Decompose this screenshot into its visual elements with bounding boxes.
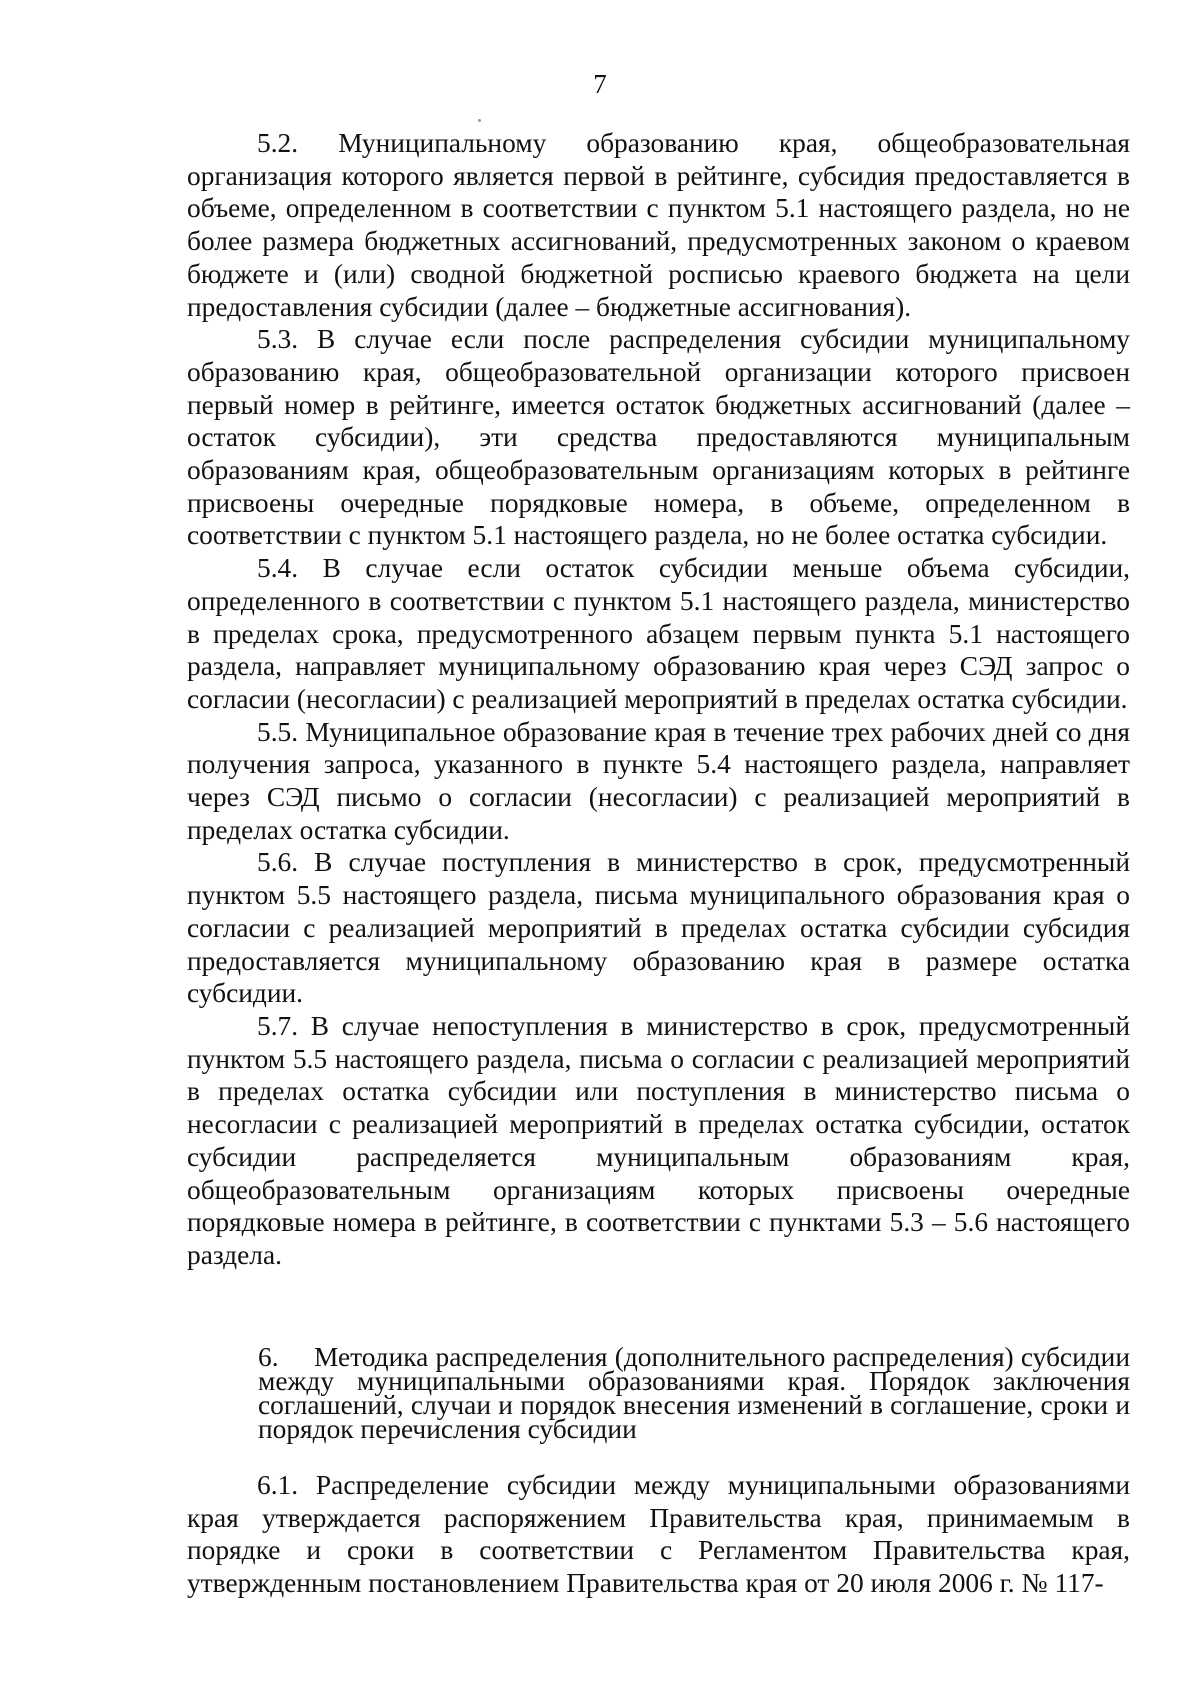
section-6-heading (258, 1342, 1130, 1444)
paragraph-5-4: 5.4. В случае если остаток субсидии меньше объема субсидии, определенного в соответствии с пунктом 5.1 настоящего раздела, министерство в пределах срока, предусмотренного абзацем первым пункта 5.1 настоящего раздела, направляет муниципальному образованию края через СЭД запрос о согласии (несогласии) с реализацией мероприятий в пределах остатка субсидии. (187, 553, 1130, 714)
paragraph-5-7: 5.7. В случае непоступления в министерство в срок, предусмотренный пунктом 5.5 настоящего раздела, письма о согласии с реализацией мероприятий в пределах остатка субсидии или поступления в министерство письма о несогласии с реализацией мероприятий в пределах остатка субсидии, остаток субсидии распределяется муниципальным образованиям края, общеобразовательным организациям которых присвоены очередные порядковые номера в рейтинге, в соответствии с пунктами 5.3 – 5.6 настоящего раздела. (187, 1010, 1130, 1270)
paragraph-5-5: 5.5. Муниципальное образование края в течение трех рабочих дней со дня получения запроса, указанного в пункте 5.4 настоящего раздела, направляет через СЭД письмо о согласии (несогласии) с реализацией мероприятий в пределах остатка субсидии. (187, 716, 1130, 845)
paragraph-5-3: 5.3. В случае если после распределения субсидии муниципальному образованию края, общеобразовательной организации которого присвоен первый номер в рейтинге, имеется остаток бюджетных ассигнований (далее – остаток субсидии), эти средства предоставляются муниципальным образованиям края, общеобразовательным организациям которых в рейтинге присвоены очередные порядковые номера, в объеме, определенном в соответствии с пунктом 5.1 настоящего раздела, но не более остатка субсидии. (187, 324, 1130, 551)
section-6-number: 6. (258, 1342, 279, 1372)
scan-speck (478, 119, 481, 122)
paragraph-5-2: 5.2. Муниципальному образованию края, общеобразовательная организация которого является первой в рейтинге, субсидия предоставляется в объеме, определенном в соответствии с пунктом 5.1 настоящего раздела, но не более размера бюджетных ассигнований, предусмотренных законом о краевом бюджете и (или) сводной бюджетной росписью краевого бюджета на цели предоставления субсидии (далее – бюджетные ассигнования). (187, 128, 1130, 322)
section-6-body (187, 1469, 1130, 1600)
page-number: 7 (593, 69, 607, 99)
section-6-title: Методика распределения (дополнительного распределения) субсидии между муниципальными образованиями края. Порядок заключения соглашений, случаи и порядок внесения изменений в соглашение, сроки и порядок перечисления субсидии (258, 1342, 1130, 1444)
paragraph-6-1: 6.1. Распределение субсидии между муниципальными образованиями края утверждается распоряжением Правительства края, принимаемым в порядке и сроки в соответствии с Регламентом Правительства края, утвержденным постановлением Правительства края от 20 июля 2006 г. № 117- (187, 1470, 1130, 1599)
section-5-body (187, 127, 1130, 1272)
paragraph-5-6: 5.6. В случае поступления в министерство в срок, предусмотренный пунктом 5.5 настоящего раздела, письма муниципального образования края о согласии с реализацией мероприятий в пределах остатка субсидии субсидия предоставляется муниципальному образованию края в размере остатка субсидии. (187, 847, 1130, 1009)
